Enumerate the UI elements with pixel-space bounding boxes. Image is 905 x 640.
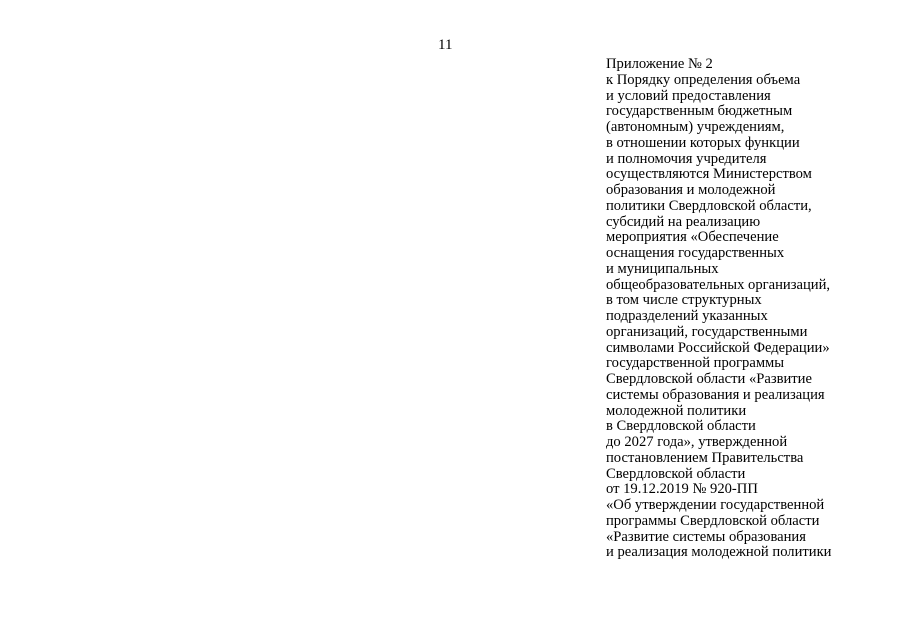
appendix-line-16: в том числе структурных (606, 292, 762, 309)
appendix-line-25: до 2027 года», утвержденной (606, 434, 788, 450)
appendix-line-2: к Порядку определения объема (606, 71, 801, 88)
appendix-line-5: (автономным) учреждениям, (606, 119, 785, 135)
appendix-line-10: политики Свердловской области, (606, 197, 812, 214)
appendix-line-24: в Свердловской области (606, 418, 756, 435)
appendix-line-18: организаций, государственными (606, 323, 808, 340)
appendix-line-22: системы образования и реализация (606, 386, 825, 403)
appendix-line-1: Приложение № 2 (606, 56, 713, 72)
appendix-line-3: и условий предоставления (606, 87, 771, 104)
appendix-line-20: государственной программы (606, 355, 785, 372)
appendix-line-4: государственным бюджетным (606, 103, 793, 120)
appendix-line-7: и полномочия учредителя (606, 150, 767, 167)
appendix-line-29: «Об утверждении государственной (606, 497, 825, 513)
appendix-line-17: подразделений указанных (606, 308, 768, 324)
appendix-line-27: Свердловской области (606, 465, 746, 482)
appendix-line-12: мероприятия «Обеспечение (606, 229, 779, 246)
appendix-heading-block (606, 57, 898, 561)
appendix-line-28: от 19.12.2019 № 920-ПП (606, 481, 758, 498)
appendix-line-6: в отношении которых функции (606, 134, 800, 151)
appendix-line-21: Свердловской области «Развитие (606, 371, 812, 387)
appendix-line-14: и муниципальных (606, 260, 719, 277)
appendix-line-32: и реализация молодежной политики (606, 544, 832, 561)
appendix-line-8: осуществляются Министерством (606, 166, 812, 183)
appendix-line-30: программы Свердловской области (606, 512, 820, 529)
appendix-line-31: «Развитие системы образования (606, 528, 806, 545)
appendix-line-11: субсидий на реализацию (606, 213, 761, 230)
appendix-line-19: символами Российской Федерации» (606, 339, 830, 356)
appendix-line-13: оснащения государственных (606, 245, 785, 261)
appendix-line-26: постановлением Правительства (606, 449, 804, 466)
page-number: 11 (438, 37, 453, 53)
appendix-line-23: молодежной политики (606, 402, 747, 419)
appendix-line-15: общеобразовательных организаций, (606, 276, 831, 293)
appendix-line-9: образования и молодежной (606, 182, 776, 198)
